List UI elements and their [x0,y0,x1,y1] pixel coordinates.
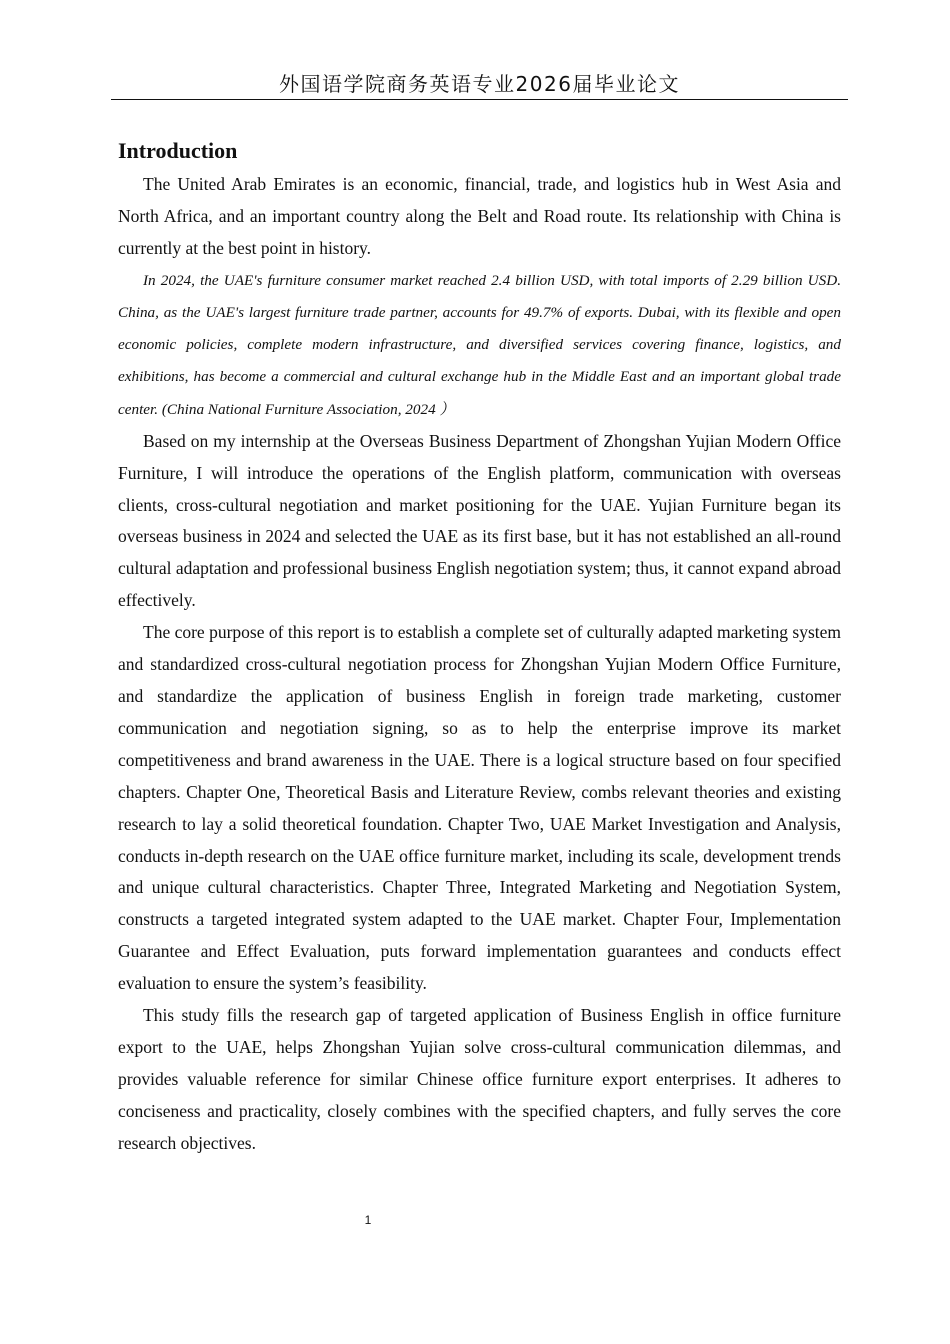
page-number: 1 [364,1213,372,1227]
intro-paragraph-2: Based on my internship at the Overseas Business Department of Zhongshan Yujian Modern Office Furniture, I will introduce the operations of the English platform, communication with overseas clients, cross-cultural negotiation and market positioning for the UAE. Yujian Furniture began its overseas business in 2024 and selected the UAE as its first base, but it has not established an all-round cultural adaptation and professional business English negotiation system; thus, it cannot expand abroad effectively. [118,430,841,611]
section-title: Introduction [118,138,238,163]
page-header: 外国语学院商务英语专业2026届毕业论文 [111,69,848,100]
intro-paragraph-3: The core purpose of this report is to establish a complete set of culturally adapted marketing system and standardized cross-cultural negotiation process for Zhongshan Yujian Modern Office Furniture, and standardize the application of business English in foreign trade marketing, customer communication and negotiation signing, so as to help the enterprise improve its market competitiveness and brand awareness in the UAE. There is a logical structure based on four specified chapters. Chapter One, Theoretical Basis and Literature Review, combs relevant theories and existing research to lay a solid theoretical foundation. Chapter Two, UAE Market Investigation and Analysis, conducts in-depth research on the UAE office furniture market, including its scale, development trends and unique cultural characteristics. Chapter Three, Integrated Marketing and Negotiation System, constructs a targeted integrated system adapted to the UAE market. Chapter Four, Implementation Guarantee and Effect Evaluation, puts forward implementation guarantees and conducts effect evaluation to ensure the system’s feasibility. [118,622,841,994]
intro-paragraph-4: This study fills the research gap of targeted application of Business English in office furniture export to the UAE, helps Zhongshan Yujian solve cross-cultural communication dilemmas, and provides valuable reference for similar Chinese office furniture export enterprises. It adheres to conciseness and practicality, closely combines with the specified chapters, and fully serves the core research objectives. [118,1005,841,1153]
market-data-quote: In 2024, the UAE's furniture consumer market reached 2.4 billion USD, with total imports of 2.29 billion USD. China, as the UAE's largest furniture trade partner, accounts for 49.7% of exports. Dubai, with its flexible and open economic policies, complete modern infrastructure, and diversified services covering finance, logistics, and exhibitions, has become a commercial and cultural exchange hub in the Middle East and an important global trade center. (China National Furniture Association, 2024 ） [118,271,841,418]
document-body [118,135,841,1160]
intro-paragraph-1: The United Arab Emirates is an economic, financial, trade, and logistics hub in West Asia and North Africa, and an important country along the Belt and Road route. Its relationship with China is currently at the best point in history. [118,174,841,258]
